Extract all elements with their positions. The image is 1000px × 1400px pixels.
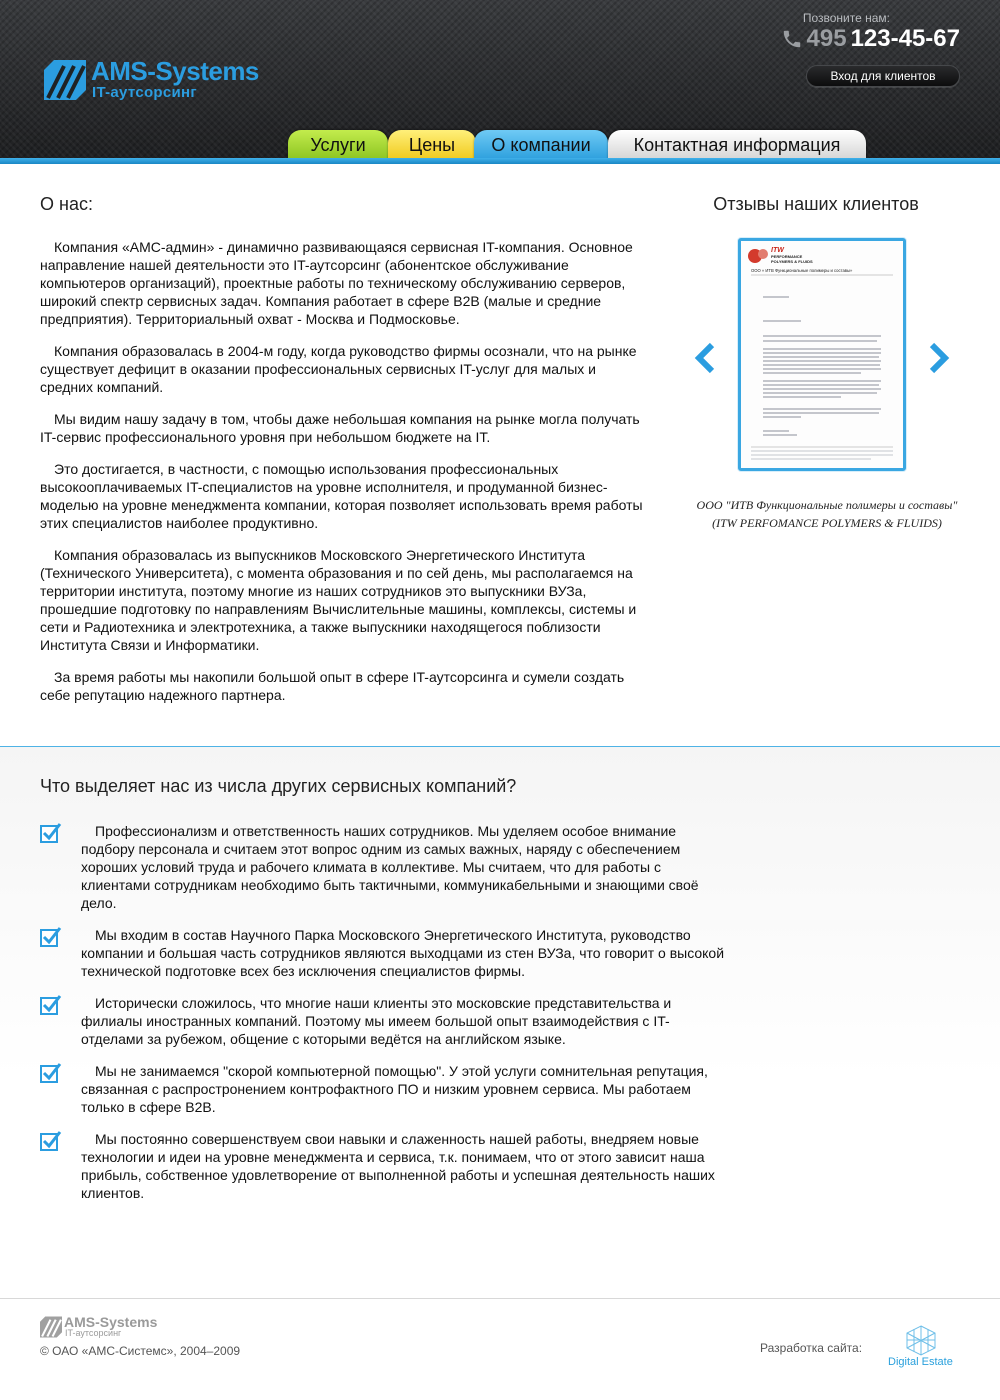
site-logo[interactable] (44, 58, 304, 102)
checkbox-checked-icon (40, 926, 62, 948)
footer-logo-tagline: IT-аутсорсинг (65, 1328, 122, 1338)
phone-icon (781, 28, 803, 50)
letter-company: ООО « ИТВ Функциональные полимеры и составы» (751, 268, 853, 273)
footer-logo-mark-icon (40, 1316, 62, 1338)
chevron-left-icon[interactable] (694, 342, 716, 374)
tab-prices[interactable]: Цены (388, 130, 476, 160)
letter-document (741, 241, 903, 468)
about-paragraph: Компания образовалась в 2004-м году, когда руководство фирмы осознали, что на рынке существует дефицит в оказании профессиональных сервисных IT-услуг для малых и средних компаний. (40, 343, 637, 395)
footer-logo-name: AMS-Systems (64, 1314, 158, 1330)
tab-services[interactable]: Услуги (288, 130, 388, 160)
checkbox-checked-icon (40, 1062, 62, 1084)
call-label: Позвоните нам: (802, 11, 890, 25)
about-paragraph: За время работы мы накопили большой опыт в сфере IT-аутсорсинга и сумели создать себе репутацию надежного партнера. (40, 669, 625, 703)
client-login-button[interactable]: Вход для клиентов (806, 65, 960, 87)
logo-tagline: IT-аутсорсинг (92, 84, 197, 101)
letter-brand-line1: PERFORMANCE (771, 254, 803, 259)
review-letter-image[interactable] (738, 238, 906, 471)
tab-contacts[interactable]: Контактная информация (608, 130, 866, 160)
phone-number (781, 25, 960, 53)
chevron-right-icon[interactable] (928, 342, 950, 374)
review-caption-english: (ITW PERFOMANCE POLYMERS & FLUIDS) (712, 516, 942, 530)
review-caption (686, 496, 968, 532)
checkbox-checked-icon (40, 994, 62, 1016)
phone-main: 123-45-67 (850, 25, 960, 52)
about-text (40, 238, 650, 718)
feature-text: Мы постоянно совершенствуем свои навыки и слаженность нашей работы, внедряем новые технологии и идеи на уровне менеджмента и сервиса, т.к. понимаем, что от этого зависит наша прибыль, собственное удовлетворение от выполненной работы и успешная деятельность наших клиентов. (81, 1131, 715, 1201)
header-accent-line (0, 158, 1000, 164)
reviews-title: Отзывы наших клиентов (713, 194, 919, 214)
letter-brand-top: ITW (771, 247, 784, 254)
feature-text: Мы не занимаемся "скорой компьютерной помощью". У этой услуги сомнительная репутация, связанная с распростронением контрофактного ПО и низким уровнем сервиса. Мы работаем только в сфере B2B. (81, 1063, 708, 1115)
developer-label: Разработка сайта: (760, 1341, 863, 1355)
site-header (0, 0, 1000, 164)
about-paragraph: Компания «АМС-админ» - динамично развивающаяся сервисная IT-компания. Основное направление нашей деятельности это IT-аутсорсинг (абонентское обслуживание компьютеров организаций), проектные работы по техническому обслуживанию серверов, широкий спектр сервисных задач. Компания работает в сфере B2B (малые и средние предприятия). Территориальный охват - Москва и Подмосковье. (40, 239, 633, 327)
feature-text: Мы входим в состав Научного Парка Московского Энергетического Института, руководство компании и большая часть сотрудников являются выходцами из стен ВУЗа, что говорит о высокой технической подготовке всех без исключения специалистов фирмы. (81, 927, 725, 979)
letter-brand-line2: POLYMERS & FLUIDS (771, 259, 813, 264)
logo-mark-icon (44, 60, 86, 100)
about-paragraph: Мы видим нашу задачу в том, чтобы даже небольшая компания на рынке могла получать IT-сервис профессионального уровня при небольшом бюджете на IT. (40, 411, 640, 445)
features-title: Что выделяет нас из числа других сервисных компаний? (40, 776, 517, 796)
copyright: © ОАО «АМС-Системс», 2004–2009 (40, 1344, 241, 1358)
checkbox-checked-icon (40, 1130, 62, 1152)
phone-code: 495 (806, 25, 847, 52)
about-paragraph: Это достигается, в частности, с помощью использования профессиональных высокооплачиваемых IT-специалистов на уровне исполнителя, и продуманной бизнес-моделью на уровне менеджмента компании, которая позволяет использовать время работы этих специалистов наиболее продуктивно. (40, 461, 643, 531)
review-caption-company: ООО "ИТВ Функциональные полимеры и составы" (696, 498, 958, 512)
tab-about[interactable]: О компании (474, 130, 608, 160)
about-paragraph: Компания образовалась из выпускников Московского Энергетического Института (Технического Университета), с момента образования и по сей день, мы располагаемся на территории института, поэтому многие из наших сотрудников это выпускники ВУЗа, прошедшие подготовку по направлениям Вычислительные машины, комплексы, системы и сети и Радиотехника и электротехника, а также выпускники находящегося поблизости Института Связи и Информатики. (40, 547, 637, 653)
footer-divider (0, 1298, 1000, 1299)
about-title: О нас: (40, 194, 93, 214)
digital-estate-logo-icon[interactable] (904, 1324, 938, 1356)
feature-text: Профессионализм и ответственность наших сотрудников. Мы уделяем особое внимание подбору персонала и считаем этот вопрос одним из самых важных, наряду с обеспечением хороших условий труда и рабочего климата в коллективе. Мы считаем, что для работы с клиентами сотрудникам необходимо быть тактичными, коммуникабельными и знающими своё дело. (81, 823, 699, 911)
feature-text: Исторически сложилось, что многие наши клиенты это московские представительства и филиалы иностранных компаний. Поэтому мы имеем большой опыт взаимодействия с IT-отделами за рубежом, общение с которыми ведётся на английском языке. (81, 995, 672, 1047)
footer-logo[interactable] (40, 1314, 190, 1340)
logo-name: AMS-Systems (91, 56, 259, 86)
checkbox-checked-icon (40, 822, 62, 844)
digital-estate-link[interactable]: Digital Estate (888, 1356, 953, 1368)
